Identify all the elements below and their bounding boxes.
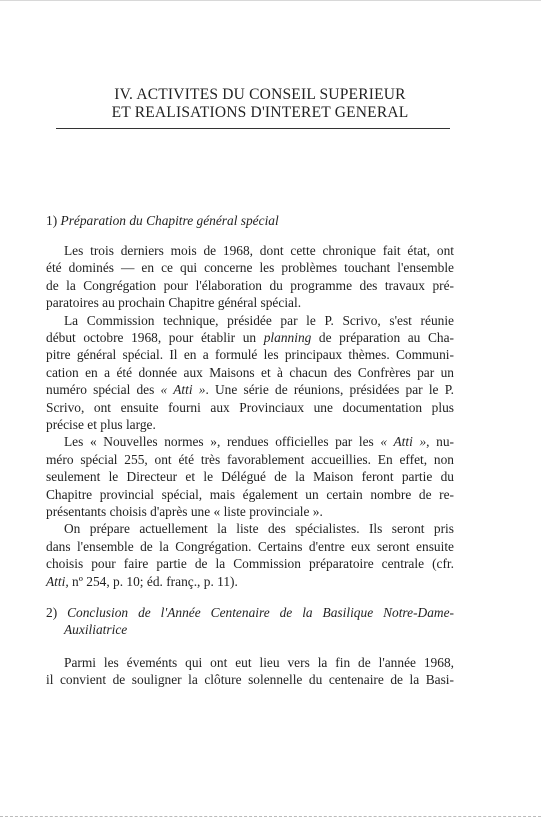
section-1-heading: [46, 212, 454, 229]
paragraph-5: [46, 654, 454, 689]
chapter-title-line-1: IV. ACTIVITES DU CONSEIL SUPERIEUR: [114, 86, 406, 103]
paragraph-3-line: seulement le Directeur et le Délégué de la Maison feront partie du: [46, 469, 454, 485]
paragraph-3: [46, 433, 454, 520]
section-1-title: Préparation du Chapitre général spécial: [60, 213, 279, 228]
paragraph-4-line: Atti, nº 254, p. 10; éd. franç., p. 11).: [46, 573, 238, 589]
chapter-title-line-2: ET REALISATIONS D'INTERET GENERAL: [111, 104, 409, 121]
paragraph-5-line: Parmi les éveménts qui ont eut lieu vers la fin de l'année 1968,: [64, 655, 454, 670]
planning-term: planning: [263, 329, 312, 345]
bottom-edge-rule: [0, 816, 541, 817]
paragraph-2-line: La Commission technique, présidée par le P. Scrivo, s'est réunie: [64, 312, 454, 328]
paragraph-5-line: il convient de souligner la clôture solennelle du centenaire de la Basi-: [46, 672, 454, 688]
paragraph-3-line: Les « Nouvelles normes », rendues officielles par les « Atti », nu-: [64, 434, 455, 450]
atti-reference: « Atti »: [380, 434, 427, 450]
paragraph-2-line: précise et plus large.: [46, 416, 156, 432]
paragraph-2-line: cation en a été donnée aux Maisons et à chacun des Confrères par un: [46, 364, 454, 380]
paragraph-4-line: choisis pour faire partie de la Commission préparatoire centrale (cfr.: [46, 556, 454, 572]
paragraph-1-line: de la Congrégation pour l'élaboration du programme des travaux pré-: [46, 277, 454, 293]
top-edge-rule: [0, 0, 541, 1]
paragraph-2-line: pitre général spécial. Il en a formulé les principaux thèmes. Communi-: [46, 347, 454, 363]
paragraph-2-line: Scrivo, ont ensuite fourni aux Provinciaux une documentation plus: [46, 399, 454, 415]
paragraph-3-line: méro spécial 255, ont été très favorablement accueillies. En effet, non: [46, 451, 454, 467]
paragraph-3-line: Chapitre provincial spécial, mais également un certain nombre de re-: [46, 486, 454, 502]
atti-reference: Atti,: [46, 573, 69, 589]
section-2-heading: [46, 604, 454, 639]
paragraph-1: [46, 242, 454, 312]
atti-reference: « Atti »: [160, 382, 206, 398]
section-1-number: 1): [46, 213, 58, 228]
paragraph-1-line: été dominés — en ce qui concerne les problèmes touchant l'ensemble: [46, 260, 454, 276]
paragraph-4-line: dans l'ensemble de la Congrégation. Certains d'entre eux seront ensuite: [46, 538, 454, 554]
paragraph-2-line: début octobre 1968, pour établir un planning de préparation au Cha-: [46, 329, 454, 345]
paragraph-4: [46, 520, 454, 590]
paragraph-1-line: paratoires au prochain Chapitre général spécial.: [46, 295, 302, 311]
paragraph-2-line: numéro spécial des « Atti ». Une série de réunions, présidées par le P.: [46, 382, 455, 398]
paragraph-2: [46, 312, 454, 434]
paragraph-3-line: présentants choisis d'après une « liste provinciale ».: [46, 503, 323, 519]
title-divider: [56, 128, 450, 129]
section-2-title-continued: Auxiliatrice: [64, 622, 128, 638]
section-2-number: 2): [46, 605, 58, 620]
paragraph-4-line: On prépare actuellement la liste des spécialistes. Ils seront pris: [64, 521, 454, 537]
section-2-title: Conclusion de l'Année Centenaire de la Basilique Notre-Dame-: [67, 605, 454, 620]
paragraph-1-line: Les trois derniers mois de 1968, dont cette chronique fait état, ont: [64, 243, 454, 258]
